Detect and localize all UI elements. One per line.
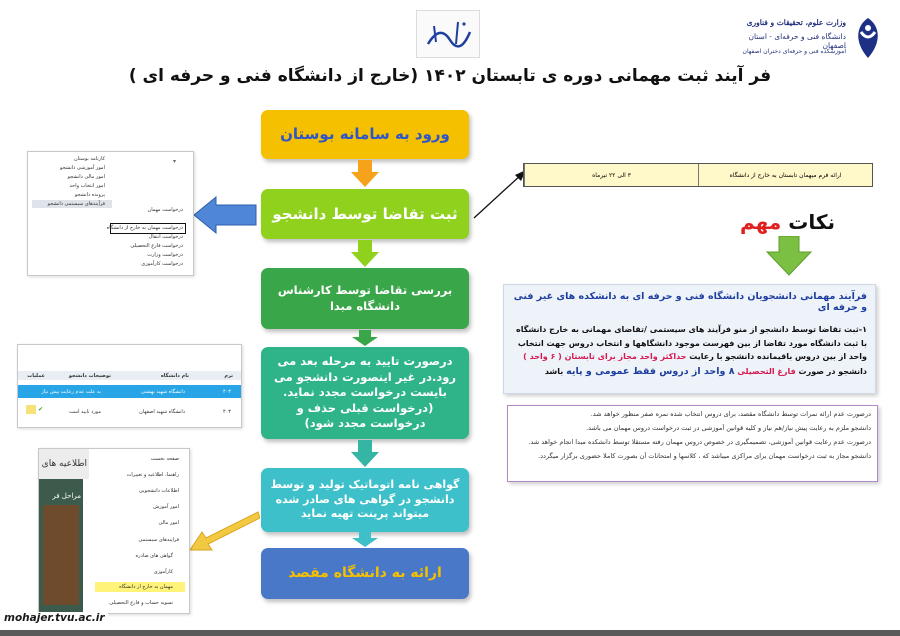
down-arrow-icon bbox=[350, 532, 380, 548]
rule-item: درصورت عدم ارائه نمرات توسط دانشگاه مقصد، برای دروس انتخاب شده نمره صفر منظور خواهد شد. bbox=[590, 410, 871, 418]
flow-step-5: گواهی نامه اتوماتیک تولید و توسط دانشجو در گواهی های صادر شده میتواند پرینت تهیه نماید bbox=[261, 468, 469, 532]
flow-step-1: ورود به سامانه بوستان bbox=[261, 110, 469, 159]
rule-item: دانشجو مجاز به ثبت درخواست مهمان برای مراکزی میباشد که ، کلاسها و امتحانات آن بصورت کاملا حضوری برگزار میگردد. bbox=[538, 452, 871, 460]
university-emblem-icon bbox=[850, 16, 886, 60]
flow-step-6: ارائه به دانشگاه مقصد bbox=[261, 548, 469, 599]
university-logo bbox=[724, 10, 890, 66]
logo-line-3: آموزشکده فنی و حرفه‌ای دختران اصفهان bbox=[742, 48, 846, 55]
menu-item[interactable]: فرآیندهای سیستمی دانشجو bbox=[47, 201, 105, 207]
schedule-table bbox=[523, 163, 873, 187]
down-arrow-icon bbox=[350, 330, 380, 347]
table-cell: ۴۰۳ bbox=[222, 409, 231, 415]
flow-step-3: بررسی تقاضا توسط کارشناس دانشگاه مبدا bbox=[261, 268, 469, 329]
table-header: ترم bbox=[224, 373, 233, 379]
logo-small bbox=[416, 10, 480, 58]
important-notes-heading: نکات مهم bbox=[740, 210, 835, 234]
side-label: مراحل فر bbox=[52, 492, 81, 500]
banner-title: اطلاعیه های bbox=[41, 459, 87, 469]
down-arrow-icon bbox=[350, 440, 380, 468]
logo-line-1: وزارت علوم، تحقیقات و فناوری bbox=[746, 18, 846, 27]
info-panel bbox=[503, 284, 876, 394]
pointer-arrow-icon bbox=[472, 168, 528, 220]
menu-item[interactable]: درخواست مهمان bbox=[147, 207, 183, 213]
page-title: فر آیند ثبت مهمانی دوره ی تابستان ۱۴۰۲ (خارج از دانشگاه فنی و حرفه ای ) bbox=[128, 66, 772, 86]
green-down-arrow-icon bbox=[766, 236, 812, 276]
check-icon[interactable]: ✔ bbox=[38, 406, 44, 413]
side-menu-item[interactable]: فرایندهای سیستمی bbox=[138, 537, 179, 543]
yellow-arrow-icon bbox=[188, 508, 260, 554]
menu-item[interactable]: درخواست انتقال bbox=[148, 234, 183, 240]
menu-item[interactable]: امور مالی دانشجو bbox=[67, 174, 105, 180]
menu-item[interactable]: امور آموزشی دانشجو bbox=[60, 165, 105, 171]
table-header: عملیات bbox=[27, 373, 45, 379]
flow-step-4: درصورت تایید به مرحله بعد می رود.در غیر اینصورت دانشجو می بایست درخواست مجدد نماید.(درخواست قبلی حذف و درخواست مجدد شود) bbox=[261, 347, 469, 439]
menu-item[interactable]: امور انتخاب واحد bbox=[69, 183, 105, 189]
menu-screenshot bbox=[27, 151, 194, 276]
menu-item[interactable]: درخواست کارآموزی bbox=[141, 261, 183, 267]
info-paragraph: ۱-ثبت تقاضا توسط دانشجو از منو فرآیند های سیستمی /تقاضای مهمانی به خارج دانشگاه با ثبت دانشگاه مورد تقاضا از بین فهرست موجود دانشگاهها و انتخاب دروس جهت انتخاب واحد از بین دروس باقیمانده دانشجو با رعایت حداکثر واحد مجاز برای تابستان ( ۶ واحد ) دانشجو در صورت فارغ التحصیلی ۸ واحد از دروس فقط عمومی و پایه باشد bbox=[515, 325, 867, 377]
rules-panel bbox=[507, 405, 878, 482]
flow-step-2: ثبت تقاضا توسط دانشجو bbox=[261, 189, 469, 239]
status-icon[interactable] bbox=[26, 405, 36, 414]
side-menu-item[interactable]: راهنما، اطلاعیه و تغییرات bbox=[126, 472, 179, 478]
table-cell: ۴۰۳ bbox=[222, 389, 231, 395]
schedule-label: ارائه فرم میهمان تابستان به خارج از دانشگاه bbox=[698, 164, 872, 186]
side-menu-item[interactable]: کارآموزی bbox=[153, 569, 173, 575]
side-menu-item-highlighted[interactable]: مهمان به خارج از دانشگاه bbox=[119, 584, 173, 590]
menu-item[interactable]: پرونده دانشجو bbox=[74, 192, 105, 198]
table-header: توضیحات دانشجو bbox=[68, 373, 111, 379]
side-menu-screenshot bbox=[38, 448, 190, 614]
table-header: نام دانشگاه bbox=[160, 373, 189, 379]
table-cell: دانشگاه شهید بهشتی bbox=[140, 389, 185, 395]
side-menu-item[interactable]: صفحه نخست bbox=[150, 456, 179, 462]
table-cell: دانشگاه شهید اصفهان bbox=[139, 409, 185, 415]
calligraphy-logo-icon bbox=[420, 14, 476, 54]
side-menu-item[interactable]: امور مالی bbox=[158, 520, 179, 526]
side-menu-item[interactable]: اطلاعات دانشجویی bbox=[139, 488, 179, 494]
rule-item: درصورت عدم رعایت قوانین آموزشی، تصمیمگیری در خصوص دروس مهمان رفته مستقلا توسط دانشکده مبدا انجام خواهد شد. bbox=[528, 438, 871, 446]
chevron-down-icon[interactable]: ▾ bbox=[173, 158, 177, 165]
bottom-bar bbox=[0, 630, 900, 636]
table-cell: به علت عدم رعایت پیش نیاز bbox=[41, 389, 101, 395]
side-menu-item[interactable]: امور آموزش bbox=[153, 504, 179, 510]
left-arrow-icon bbox=[192, 195, 258, 235]
website-url: mohajer.tvu.ac.ir bbox=[4, 612, 108, 630]
menu-item[interactable]: درخواست وزارت bbox=[147, 252, 183, 258]
down-arrow-icon bbox=[350, 240, 380, 268]
requests-table-screenshot bbox=[17, 344, 242, 428]
menu-item[interactable]: درخواست فارغ التحصیلی bbox=[130, 243, 183, 249]
side-menu-item[interactable]: تسویه حساب و فارغ التحصیلی bbox=[109, 600, 173, 606]
info-heading: فرآیند مهمانی دانشجویان دانشگاه فنی و حرفه ای به دانشکده های غیر فنی و حرفه ای bbox=[513, 291, 867, 313]
side-menu-item[interactable]: گواهی های صادره bbox=[135, 553, 173, 559]
menu-item[interactable]: کارنامه بوستان bbox=[73, 156, 105, 162]
logo-line-2: دانشگاه فنی و حرفه‌ای - استان اصفهان bbox=[748, 32, 846, 50]
menu-item-highlighted[interactable]: درخواست مهمان به خارج از دانشگاه bbox=[106, 225, 183, 231]
down-arrow-icon bbox=[350, 160, 380, 188]
table-cell: مورد تایید است bbox=[68, 409, 101, 415]
rule-item: دانشجو ملزم به رعایت پیش نیاز/هم نیاز و کلیه قوانین آموزشی در ثبت درخواست دروس مهمان می باشد. bbox=[586, 424, 871, 432]
schedule-dates: ۳ الی ۲۲ تیرماه bbox=[524, 164, 698, 186]
